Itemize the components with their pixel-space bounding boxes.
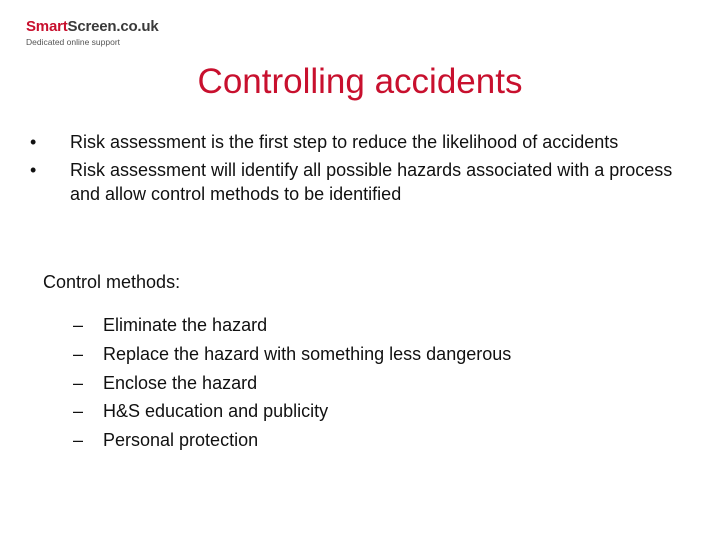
- bullet-item: [28, 158, 688, 206]
- bullet-item: [28, 130, 688, 154]
- method-text: Enclose the hazard: [103, 372, 258, 393]
- logo-wordmark: [26, 18, 159, 36]
- method-item: [73, 340, 511, 369]
- control-methods-heading: Control methods:: [43, 272, 181, 292]
- method-item: [73, 397, 511, 426]
- method-text: Replace the hazard with something less dangerous: [103, 343, 512, 364]
- bullet-text: Risk assessment will identify all possible hazards associated with a process and allow control methods to be identified: [70, 160, 673, 204]
- logo-word-dark: Screen.co.uk: [67, 18, 159, 35]
- method-item: [73, 426, 511, 455]
- dash-marker: –: [73, 430, 84, 450]
- logo-tagline: Dedicated online support: [26, 37, 121, 47]
- method-text: Personal protection: [103, 430, 259, 450]
- dash-marker: –: [73, 343, 84, 364]
- method-item: [73, 369, 511, 398]
- bullet-text: Risk assessment is the first step to reduce the likelihood of accidents: [70, 132, 619, 152]
- method-item: [73, 311, 511, 340]
- dash-marker: –: [73, 315, 84, 335]
- bullet-marker: •: [30, 132, 37, 152]
- brand-logo: [26, 18, 159, 48]
- slide-title: Controlling accidents: [197, 62, 523, 101]
- bullet-marker: •: [30, 160, 37, 180]
- bullet-list: [28, 130, 688, 210]
- dash-marker: –: [73, 372, 84, 393]
- dash-marker: –: [73, 401, 84, 422]
- control-methods-list: [73, 311, 511, 455]
- logo-word-red: Smart: [26, 18, 68, 35]
- method-text: H&S education and publicity: [103, 401, 329, 422]
- method-text: Eliminate the hazard: [103, 315, 268, 335]
